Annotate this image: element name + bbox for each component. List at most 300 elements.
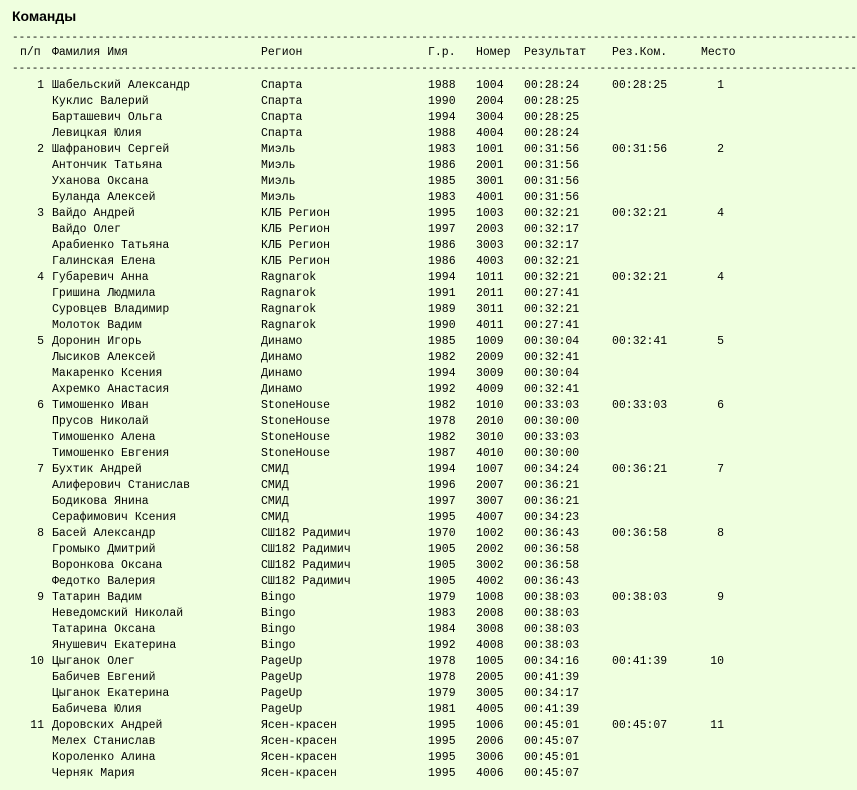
athlete-birth-year: 1981 (428, 703, 456, 716)
athlete-region: Ragnarok (261, 319, 317, 332)
athlete-name: Буланда Алексей (52, 191, 156, 204)
header-year: Г.р. (428, 46, 456, 59)
athlete-name: Тимошенко Иван (52, 399, 149, 412)
athlete-number: 2006 (476, 735, 504, 748)
athlete-number: 3010 (476, 431, 504, 444)
team-place: 2 (717, 143, 724, 156)
athlete-birth-year: 1988 (428, 79, 456, 92)
athlete-region: Ragnarok (261, 287, 317, 300)
athlete-region: Ясен-красен (261, 735, 337, 748)
table-row (0, 494, 740, 510)
athlete-result: 00:28:24 (524, 79, 580, 92)
athlete-name: Короленко Алина (52, 751, 156, 764)
athlete-name: Бабичева Юлия (52, 703, 142, 716)
athlete-result: 00:34:23 (524, 511, 580, 524)
header-pp: п/п (20, 46, 41, 59)
athlete-number: 4006 (476, 767, 504, 780)
athlete-number: 3002 (476, 559, 504, 572)
table-header (0, 45, 740, 61)
athlete-birth-year: 1979 (428, 687, 456, 700)
athlete-result: 00:34:17 (524, 687, 580, 700)
table-row (0, 254, 740, 270)
athlete-birth-year: 1985 (428, 175, 456, 188)
table-row (0, 158, 740, 174)
athlete-name: Уханова Оксана (52, 175, 149, 188)
athlete-name: Вайдо Андрей (52, 207, 135, 220)
athlete-region: Ясен-красен (261, 751, 337, 764)
athlete-birth-year: 1995 (428, 751, 456, 764)
athlete-birth-year: 1995 (428, 719, 456, 732)
athlete-result: 00:36:43 (524, 575, 580, 588)
team-position: 3 (37, 207, 44, 220)
table-row (0, 622, 740, 638)
athlete-result: 00:33:03 (524, 399, 580, 412)
table-row (0, 702, 740, 718)
team-place: 4 (717, 271, 724, 284)
athlete-birth-year: 1995 (428, 767, 456, 780)
athlete-number: 1002 (476, 527, 504, 540)
athlete-name: Антончик Татьяна (52, 159, 163, 172)
athlete-region: СМИД (261, 495, 289, 508)
athlete-number: 4004 (476, 127, 504, 140)
table-row (0, 446, 740, 462)
table-row (0, 142, 740, 158)
athlete-number: 4001 (476, 191, 504, 204)
athlete-birth-year: 1992 (428, 383, 456, 396)
athlete-region: СМИД (261, 511, 289, 524)
table-row (0, 126, 740, 142)
team-position: 11 (30, 719, 44, 732)
athlete-region: Миэль (261, 159, 296, 172)
team-place: 6 (717, 399, 724, 412)
athlete-birth-year: 1978 (428, 655, 456, 668)
table-row (0, 222, 740, 238)
table-row (0, 110, 740, 126)
athlete-birth-year: 1988 (428, 127, 456, 140)
team-result: 00:41:39 (612, 655, 668, 668)
athlete-birth-year: 1994 (428, 271, 456, 284)
athlete-name: Татарина Оксана (52, 623, 156, 636)
athlete-name: Барташевич Ольга (52, 111, 163, 124)
athlete-region: StoneHouse (261, 431, 331, 444)
athlete-result: 00:32:21 (524, 271, 580, 284)
team-position: 2 (37, 143, 44, 156)
athlete-region: PageUp (261, 671, 303, 684)
athlete-name: Ахремко Анастасия (52, 383, 170, 396)
athlete-birth-year: 1994 (428, 463, 456, 476)
athlete-region: Спарта (261, 95, 303, 108)
athlete-region: PageUp (261, 703, 303, 716)
header-team-result: Рез.Ком. (612, 46, 668, 59)
athlete-number: 4009 (476, 383, 504, 396)
header-region: Регион (261, 46, 303, 59)
team-result: 00:36:21 (612, 463, 668, 476)
athlete-region: StoneHouse (261, 447, 331, 460)
athlete-number: 1010 (476, 399, 504, 412)
table-row (0, 718, 740, 734)
team-result: 00:45:07 (612, 719, 668, 732)
athlete-number: 1005 (476, 655, 504, 668)
athlete-number: 4005 (476, 703, 504, 716)
athlete-region: Миэль (261, 191, 296, 204)
athlete-number: 3006 (476, 751, 504, 764)
athlete-number: 1003 (476, 207, 504, 220)
athlete-result: 00:36:58 (524, 543, 580, 556)
athlete-region: Ясен-красен (261, 719, 337, 732)
team-result: 00:28:25 (612, 79, 668, 92)
athlete-number: 1008 (476, 591, 504, 604)
athlete-birth-year: 1982 (428, 431, 456, 444)
athlete-result: 00:31:56 (524, 175, 580, 188)
athlete-birth-year: 1985 (428, 335, 456, 348)
athlete-region: Спарта (261, 127, 303, 140)
team-result: 00:38:03 (612, 591, 668, 604)
athlete-number: 2004 (476, 95, 504, 108)
table-row (0, 670, 740, 686)
athlete-result: 00:34:16 (524, 655, 580, 668)
athlete-birth-year: 1983 (428, 191, 456, 204)
athlete-name: Татарин Вадим (52, 591, 142, 604)
athlete-region: КЛБ Регион (261, 223, 331, 236)
team-position: 10 (30, 655, 44, 668)
athlete-number: 3005 (476, 687, 504, 700)
athlete-birth-year: 1987 (428, 447, 456, 460)
table-row (0, 686, 740, 702)
athlete-result: 00:31:56 (524, 143, 580, 156)
athlete-birth-year: 1991 (428, 287, 456, 300)
athlete-birth-year: 1982 (428, 399, 456, 412)
athlete-result: 00:31:56 (524, 159, 580, 172)
table-row (0, 654, 740, 670)
athlete-result: 00:30:04 (524, 367, 580, 380)
athlete-name: Воронкова Оксана (52, 559, 163, 572)
athlete-number: 4010 (476, 447, 504, 460)
athlete-region: Спарта (261, 111, 303, 124)
team-position: 6 (37, 399, 44, 412)
table-row (0, 302, 740, 318)
athlete-birth-year: 1905 (428, 559, 456, 572)
athlete-region: Bingo (261, 623, 296, 636)
athlete-number: 2011 (476, 287, 504, 300)
athlete-name: Тимошенко Алена (52, 431, 156, 444)
athlete-number: 2008 (476, 607, 504, 620)
athlete-result: 00:32:21 (524, 207, 580, 220)
team-place: 4 (717, 207, 724, 220)
athlete-birth-year: 1990 (428, 319, 456, 332)
athlete-number: 1007 (476, 463, 504, 476)
athlete-birth-year: 1979 (428, 591, 456, 604)
team-position: 1 (37, 79, 44, 92)
athlete-number: 2009 (476, 351, 504, 364)
athlete-result: 00:28:25 (524, 111, 580, 124)
table-row (0, 174, 740, 190)
athlete-birth-year: 1982 (428, 351, 456, 364)
athlete-region: Динамо (261, 351, 303, 364)
athlete-birth-year: 1994 (428, 367, 456, 380)
header-name: Фамилия Имя (52, 46, 128, 59)
table-row (0, 574, 740, 590)
team-result: 00:32:21 (612, 271, 668, 284)
athlete-number: 4011 (476, 319, 504, 332)
athlete-region: Ясен-красен (261, 767, 337, 780)
table-row (0, 334, 740, 350)
team-result: 00:32:21 (612, 207, 668, 220)
athlete-region: Миэль (261, 143, 296, 156)
team-place: 1 (717, 79, 724, 92)
athlete-number: 4008 (476, 639, 504, 652)
athlete-birth-year: 1995 (428, 511, 456, 524)
athlete-result: 00:45:07 (524, 735, 580, 748)
athlete-birth-year: 1970 (428, 527, 456, 540)
team-result: 00:36:58 (612, 527, 668, 540)
team-position: 5 (37, 335, 44, 348)
athlete-region: StoneHouse (261, 399, 331, 412)
athlete-result: 00:32:17 (524, 239, 580, 252)
athlete-region: Ragnarok (261, 303, 317, 316)
athlete-result: 00:45:01 (524, 719, 580, 732)
athlete-result: 00:31:56 (524, 191, 580, 204)
athlete-name: Цыганок Екатерина (52, 687, 170, 700)
table-row (0, 318, 740, 334)
athlete-result: 00:41:39 (524, 671, 580, 684)
table-row (0, 238, 740, 254)
athlete-result: 00:30:04 (524, 335, 580, 348)
athlete-region: PageUp (261, 687, 303, 700)
team-place: 8 (717, 527, 724, 540)
athlete-name: Алиферович Станислав (52, 479, 191, 492)
athlete-region: СШ182 Радимич (261, 575, 351, 588)
athlete-birth-year: 1995 (428, 207, 456, 220)
athlete-name: Прусов Николай (52, 415, 149, 428)
athlete-region: Миэль (261, 175, 296, 188)
table-row (0, 510, 740, 526)
athlete-number: 1006 (476, 719, 504, 732)
table-row (0, 366, 740, 382)
athlete-name: Молоток Вадим (52, 319, 142, 332)
team-place: 5 (717, 335, 724, 348)
table-row (0, 414, 740, 430)
athlete-birth-year: 1990 (428, 95, 456, 108)
table-row (0, 526, 740, 542)
table-row (0, 478, 740, 494)
athlete-result: 00:32:41 (524, 351, 580, 364)
athlete-name: Губаревич Анна (52, 271, 149, 284)
athlete-number: 3009 (476, 367, 504, 380)
athlete-number: 1011 (476, 271, 504, 284)
athlete-number: 1009 (476, 335, 504, 348)
athlete-result: 00:45:07 (524, 767, 580, 780)
athlete-number: 3007 (476, 495, 504, 508)
table-row (0, 286, 740, 302)
athlete-birth-year: 1984 (428, 623, 456, 636)
athlete-name: Бухтик Андрей (52, 463, 142, 476)
athlete-result: 00:45:01 (524, 751, 580, 764)
athlete-birth-year: 1997 (428, 495, 456, 508)
athlete-number: 3001 (476, 175, 504, 188)
header-bottom-rule: -------------------------------------------------------------------------------------------------------------------------------- (12, 63, 857, 75)
athlete-number: 2005 (476, 671, 504, 684)
table-row (0, 190, 740, 206)
header-place: Место (701, 46, 736, 59)
team-position: 9 (37, 591, 44, 604)
table-row (0, 638, 740, 654)
athlete-name: Доронин Игорь (52, 335, 142, 348)
athlete-birth-year: 1997 (428, 223, 456, 236)
athlete-name: Серафимович Ксения (52, 511, 177, 524)
table-row (0, 750, 740, 766)
athlete-name: Мелех Станислав (52, 735, 156, 748)
athlete-result: 00:27:41 (524, 287, 580, 300)
team-position: 7 (37, 463, 44, 476)
athlete-region: СШ182 Радимич (261, 543, 351, 556)
athlete-name: Бабичев Евгений (52, 671, 156, 684)
athlete-region: Динамо (261, 335, 303, 348)
athlete-birth-year: 1989 (428, 303, 456, 316)
athlete-region: КЛБ Регион (261, 255, 331, 268)
team-place: 9 (717, 591, 724, 604)
athlete-birth-year: 1978 (428, 415, 456, 428)
athlete-region: СМИД (261, 479, 289, 492)
athlete-birth-year: 1994 (428, 111, 456, 124)
athlete-birth-year: 1996 (428, 479, 456, 492)
athlete-name: Макаренко Ксения (52, 367, 163, 380)
athlete-result: 00:32:41 (524, 383, 580, 396)
athlete-number: 1001 (476, 143, 504, 156)
athlete-result: 00:38:03 (524, 591, 580, 604)
athlete-result: 00:30:00 (524, 415, 580, 428)
athlete-name: Тимошенко Евгения (52, 447, 170, 460)
athlete-number: 1004 (476, 79, 504, 92)
athlete-name: Суровцев Владимир (52, 303, 170, 316)
athlete-region: СШ182 Радимич (261, 527, 351, 540)
athlete-number: 2010 (476, 415, 504, 428)
athlete-region: Bingo (261, 607, 296, 620)
athlete-region: СШ182 Радимич (261, 559, 351, 572)
table-row (0, 590, 740, 606)
athlete-region: Динамо (261, 383, 303, 396)
athlete-name: Бодикова Янина (52, 495, 149, 508)
athlete-birth-year: 1983 (428, 143, 456, 156)
athlete-result: 00:32:21 (524, 303, 580, 316)
athlete-region: Bingo (261, 591, 296, 604)
athlete-result: 00:38:03 (524, 639, 580, 652)
athlete-birth-year: 1995 (428, 735, 456, 748)
athlete-name: Цыганок Олег (52, 655, 135, 668)
table-row (0, 94, 740, 110)
athlete-result: 00:32:17 (524, 223, 580, 236)
athlete-result: 00:41:39 (524, 703, 580, 716)
athlete-number: 2002 (476, 543, 504, 556)
athlete-name: Куклис Валерий (52, 95, 149, 108)
athlete-name: Арабиенко Татьяна (52, 239, 170, 252)
table-row (0, 734, 740, 750)
table-row (0, 430, 740, 446)
athlete-name: Шабельский Александр (52, 79, 191, 92)
athlete-result: 00:33:03 (524, 431, 580, 444)
athlete-result: 00:32:21 (524, 255, 580, 268)
athlete-number: 4003 (476, 255, 504, 268)
athlete-result: 00:36:21 (524, 495, 580, 508)
header-top-rule: -------------------------------------------------------------------------------------------------------------------------------- (12, 32, 857, 44)
athlete-number: 4002 (476, 575, 504, 588)
athlete-birth-year: 1986 (428, 159, 456, 172)
athlete-name: Басей Александр (52, 527, 156, 540)
table-row (0, 350, 740, 366)
athlete-region: Динамо (261, 367, 303, 380)
athlete-region: Bingo (261, 639, 296, 652)
team-result: 00:32:41 (612, 335, 668, 348)
athlete-number: 3008 (476, 623, 504, 636)
athlete-region: Спарта (261, 79, 303, 92)
team-position: 8 (37, 527, 44, 540)
athlete-name: Галинская Елена (52, 255, 156, 268)
athlete-region: StoneHouse (261, 415, 331, 428)
athlete-name: Неведомский Николай (52, 607, 184, 620)
athlete-name: Громыко Дмитрий (52, 543, 156, 556)
table-row (0, 206, 740, 222)
table-row (0, 78, 740, 94)
athlete-name: Федотко Валерия (52, 575, 156, 588)
athlete-number: 4007 (476, 511, 504, 524)
athlete-birth-year: 1986 (428, 255, 456, 268)
athlete-result: 00:36:58 (524, 559, 580, 572)
table-row (0, 606, 740, 622)
athlete-name: Доровских Андрей (52, 719, 163, 732)
athlete-result: 00:36:43 (524, 527, 580, 540)
athlete-region: PageUp (261, 655, 303, 668)
athlete-number: 2001 (476, 159, 504, 172)
team-result: 00:33:03 (612, 399, 668, 412)
athlete-name: Вайдо Олег (52, 223, 122, 236)
page-title: Команды (12, 8, 77, 24)
athlete-region: Ragnarok (261, 271, 317, 284)
athlete-birth-year: 1992 (428, 639, 456, 652)
athlete-result: 00:38:03 (524, 607, 580, 620)
table-row (0, 766, 740, 782)
athlete-result: 00:38:03 (524, 623, 580, 636)
table-row (0, 270, 740, 286)
athlete-result: 00:36:21 (524, 479, 580, 492)
athlete-name: Черняк Мария (52, 767, 135, 780)
team-place: 7 (717, 463, 724, 476)
athlete-region: КЛБ Регион (261, 239, 331, 252)
athlete-birth-year: 1905 (428, 543, 456, 556)
table-row (0, 542, 740, 558)
athlete-name: Янушевич Екатерина (52, 639, 177, 652)
athlete-result: 00:30:00 (524, 447, 580, 460)
athlete-birth-year: 1905 (428, 575, 456, 588)
athlete-region: СМИД (261, 463, 289, 476)
athlete-number: 3011 (476, 303, 504, 316)
athlete-name: Гришина Людмила (52, 287, 156, 300)
athlete-number: 3003 (476, 239, 504, 252)
team-position: 4 (37, 271, 44, 284)
athlete-number: 2007 (476, 479, 504, 492)
athlete-number: 3004 (476, 111, 504, 124)
athlete-result: 00:27:41 (524, 319, 580, 332)
athlete-birth-year: 1986 (428, 239, 456, 252)
header-number: Номер (476, 46, 511, 59)
team-place: 11 (710, 719, 724, 732)
athlete-birth-year: 1983 (428, 607, 456, 620)
athlete-region: КЛБ Регион (261, 207, 331, 220)
athlete-birth-year: 1978 (428, 671, 456, 684)
athlete-name: Лысиков Алексей (52, 351, 156, 364)
athlete-name: Шафранович Сергей (52, 143, 170, 156)
athlete-result: 00:28:24 (524, 127, 580, 140)
table-row (0, 398, 740, 414)
team-result: 00:31:56 (612, 143, 668, 156)
